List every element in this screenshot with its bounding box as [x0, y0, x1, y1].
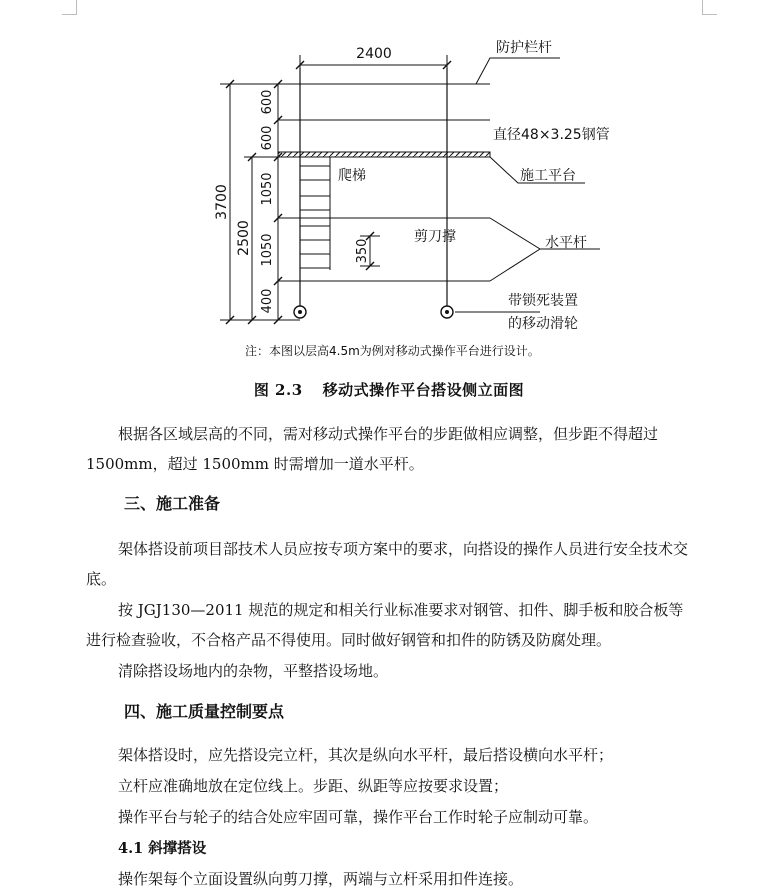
dim-text-600-second: 600 — [260, 125, 275, 151]
platform-elevation-drawing — [0, 0, 778, 370]
label-ladder: 爬梯 — [338, 168, 366, 184]
dim-text-350: 350 — [355, 238, 370, 264]
platform-deck — [278, 152, 490, 157]
list-line-wheel-connection: 操作平台与轮子的结合处应牢固可靠，操作平台工作时轮子应制动可靠。 — [118, 808, 599, 826]
dim-text-1050-upper: 1050 — [260, 172, 275, 206]
dim-text-2400: 2400 — [356, 46, 392, 62]
caption-number: 图 2.3 — [253, 381, 303, 399]
paragraph-safety-briefing: 架体搭设前项目部技术人员应按专项方案中的要求，向搭设的操作人员进行安全技术交底。 — [86, 540, 689, 588]
label-horizontal-bar: 水平杆 — [545, 235, 587, 251]
label-scissor-brace: 剪刀撑 — [414, 229, 456, 245]
paragraph-step-adjust-line1: 根据各区域层高的不同，需对移动式操作平台的步距做相应调整，但步距不得超过 — [118, 425, 659, 443]
heading-quality-control: 四、施工质量控制要点 — [124, 702, 285, 721]
label-guardrail: 防护栏杆 — [496, 40, 552, 56]
label-wheel-line2: 的移动滑轮 — [508, 316, 578, 332]
dim-text-600-top: 600 — [260, 89, 275, 115]
list-line-upright-position: 立杆应准确地放在定位线上。步距、纵距等应按要求设置； — [118, 777, 509, 795]
paragraph-material-inspection: 按 JGJ130—2011 规范的规定和相关行业标准要求对钢管、扣件、脚手板和胶合板等进行检查验收，不合格产品不得使用。同时做好钢管和扣件的防锈及防腐处理。 — [86, 601, 684, 649]
paragraph-step-adjust-line2: 1500mm，超过 1500mm 时需增加一道水平杆。 — [86, 455, 424, 473]
dim-text-400: 400 — [260, 288, 275, 314]
list-line-scissor-brace: 操作架每个立面设置纵向剪刀撑，两端与立杆采用扣件连接。 — [118, 870, 524, 888]
heading-construction-preparation: 三、施工准备 — [124, 494, 221, 513]
figure-caption — [0, 379, 778, 400]
figure-note: 注：本图以层高4.5m为例对移动式操作平台进行设计。 — [245, 344, 540, 358]
label-pipe-spec: 直径48×3.25钢管 — [493, 127, 610, 143]
subheading-diagonal-brace: 4.1 斜撑搭设 — [118, 840, 207, 857]
label-wheel-line1: 带锁死装置 — [508, 293, 578, 309]
list-line-erection-order: 架体搭设时，应先搭设完立杆，其次是纵向水平杆，最后搭设横向水平杆； — [118, 746, 614, 764]
dim-text-1050-lower: 1050 — [260, 233, 275, 267]
dim-text-3700: 3700 — [214, 184, 230, 220]
dim-text-2500: 2500 — [236, 220, 252, 256]
caption-title: 移动式操作平台搭设侧立面图 — [322, 381, 525, 399]
label-platform: 施工平台 — [520, 168, 576, 184]
ladder-rungs — [300, 166, 330, 268]
paragraph-site-clearing: 清除搭设场地内的杂物，平整搭设场地。 — [118, 662, 389, 680]
